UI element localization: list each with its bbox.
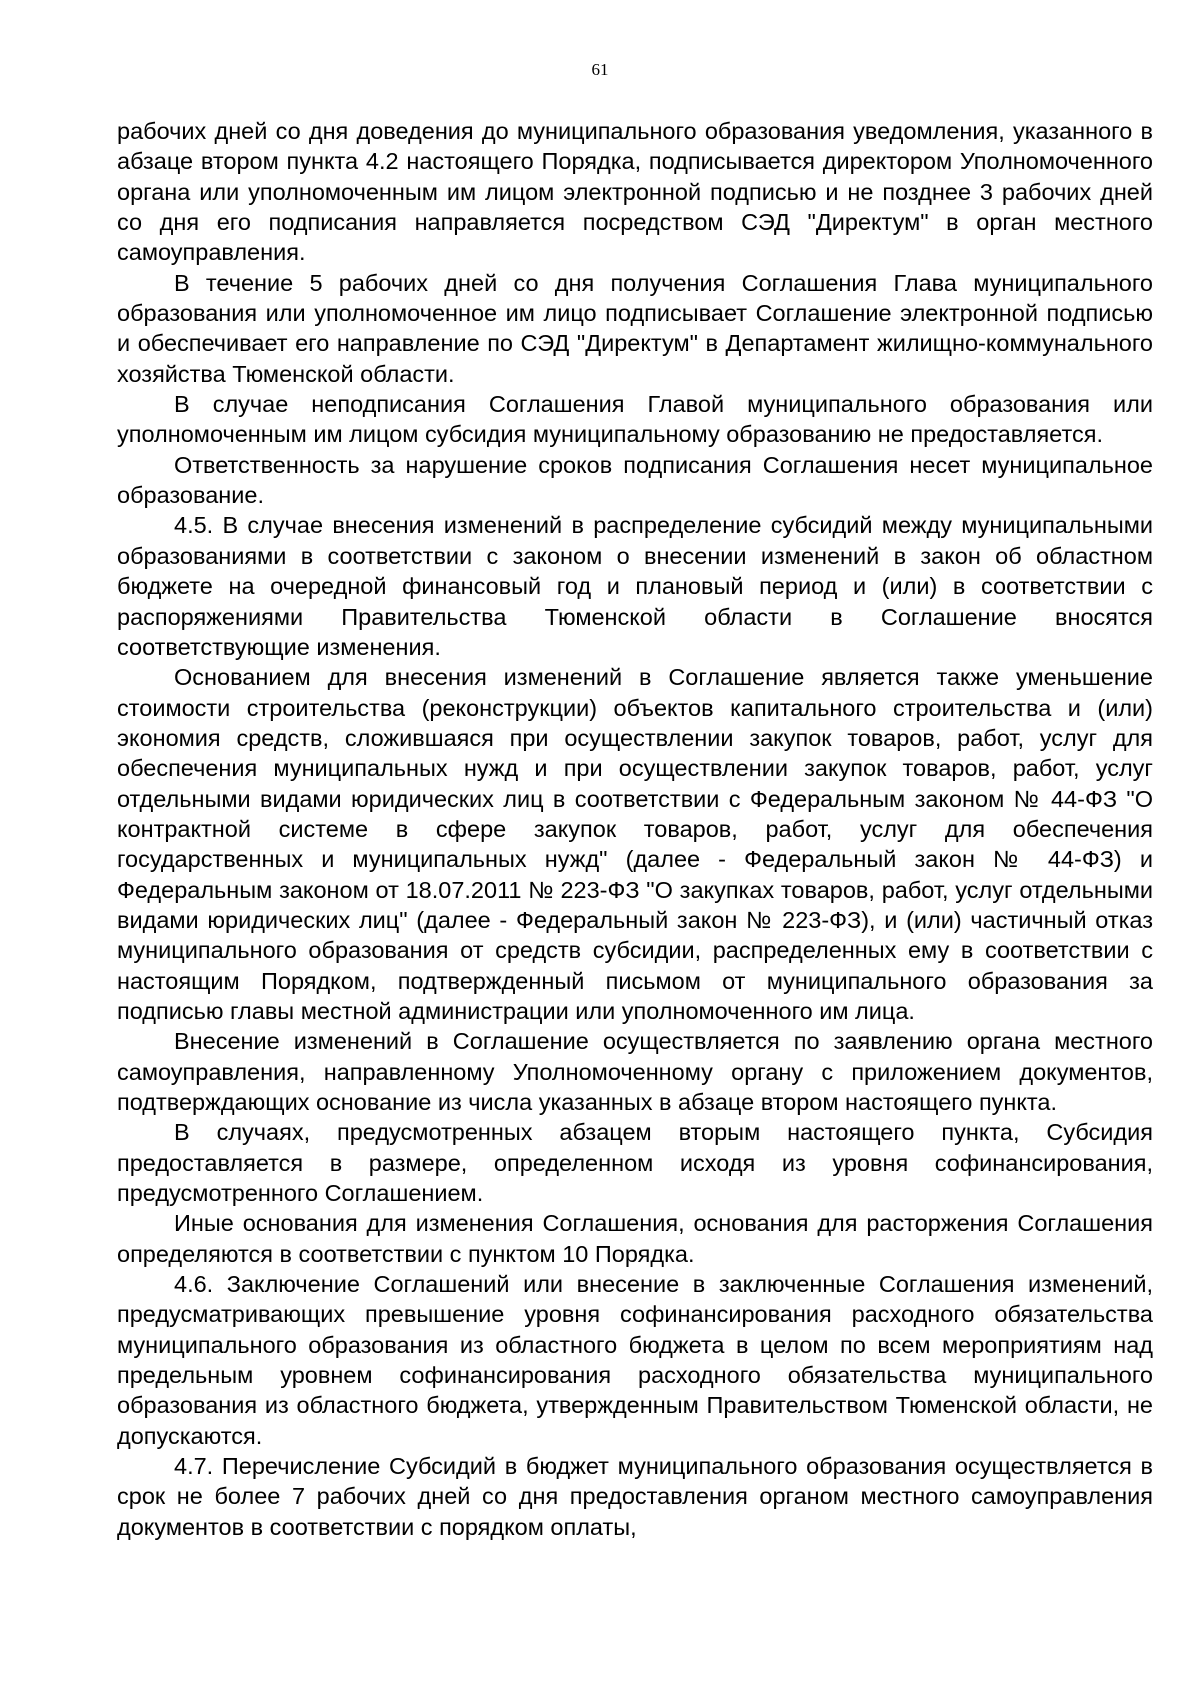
paragraph-subsidy-amount: В случаях, предусмотренных абзацем вторым настоящего пункта, Субсидия предоставляется в размере, определенном исходя из уровня софинансирования, предусмотренного Соглашением. — [117, 1119, 1153, 1207]
paragraph-responsibility: Ответственность за нарушение сроков подписания Соглашения несет муниципальное образование. — [117, 451, 1153, 509]
page-number: 61 — [591, 60, 609, 79]
paragraph-changes-application: Внесение изменений в Соглашение осуществляется по заявлению органа местного самоуправления, направленному Уполномоченному органу с приложением документов, подтверждающих основание из числа указанных в абзаце втором настоящего пункта. — [117, 1028, 1153, 1115]
document-body — [117, 116, 1153, 1542]
paragraph-non-signing: В случае неподписания Соглашения Главой муниципального образования или уполномоченным им лицом субсидия муниципальному образованию не предоставляется. — [117, 391, 1153, 448]
paragraph-4-6: 4.6. Заключение Соглашений или внесение в заключенные Соглашения изменений, предусматривающих превышение уровня софинансирования расходного обязательства муниципального образования из областного бюджета в целом по всем мероприятиям над предельным уровнем софинансирования расходного обязательства муниципального образования из областного бюджета, утвержденным Правительством Тюменской области, не допускаются. — [117, 1271, 1153, 1449]
paragraph-continuation: рабочих дней со дня доведения до муниципального образования уведомления, указанного в абзаце втором пункта 4.2 настоящего Порядка, подписывается директором Уполномоченного органа или уполномоченным им лицом электронной подписью и не позднее 3 рабочих дней со дня его подписания направляется посредством СЭД "Директум" в орган местного самоуправления. — [117, 118, 1153, 266]
paragraph-grounds-for-changes: Основанием для внесения изменений в Соглашение является также уменьшение стоимости строительства (реконструкции) объектов капитального строительства и (или) экономия средств, сложившаяся при осуществлении закупок товаров, работ, услуг для обеспечения муниципальных нужд и при осуществлении закупок товаров, работ, услуг отдельными видами юридических лиц в соответствии с Федеральным законом № 44-ФЗ "О контрактной системе в сфере закупок товаров, работ, услуг для обеспечения государственных и муниципальных нужд" (далее - Федеральный закон № 44-ФЗ) и Федеральным законом от 18.07.2011 № 223-ФЗ "О закупках товаров, работ, услуг отдельными видами юридических лиц" (далее - Федеральный закон № 223-ФЗ), и (или) частичный отказ муниципального образования от средств субсидии, распределенных ему в соответствии с настоящим Порядком, подтвержденный письмом от муниципального образования за подписью главы местной администрации или уполномоченного им лица. — [117, 664, 1153, 1024]
paragraph-signing-term: В течение 5 рабочих дней со дня получения Соглашения Глава муниципального образования или уполномоченное им лицо подписывает Соглашение электронной подписью и обеспечивает его направление по СЭД "Директум" в Департамент жилищно-коммунального хозяйства Тюменской области. — [117, 269, 1153, 387]
paragraph-4-7: 4.7. Перечисление Субсидий в бюджет муниципального образования осуществляется в срок не более 7 рабочих дней со дня предоставления органом местного самоуправления документов в соответствии с порядком оплаты, — [117, 1453, 1153, 1540]
paragraph-4-5: 4.5. В случае внесения изменений в распределение субсидий между муниципальными образованиями в соответствии с законом о внесении изменений в закон об областном бюджете на очередной финансовый год и плановый период и (или) в соответствии с распоряжениями Правительства Тюменской области в Соглашение вносятся соответствующие изменения. — [117, 512, 1153, 660]
paragraph-other-grounds: Иные основания для изменения Соглашения, основания для расторжения Соглашения определяются в соответствии с пунктом 10 Порядка. — [117, 1210, 1153, 1267]
